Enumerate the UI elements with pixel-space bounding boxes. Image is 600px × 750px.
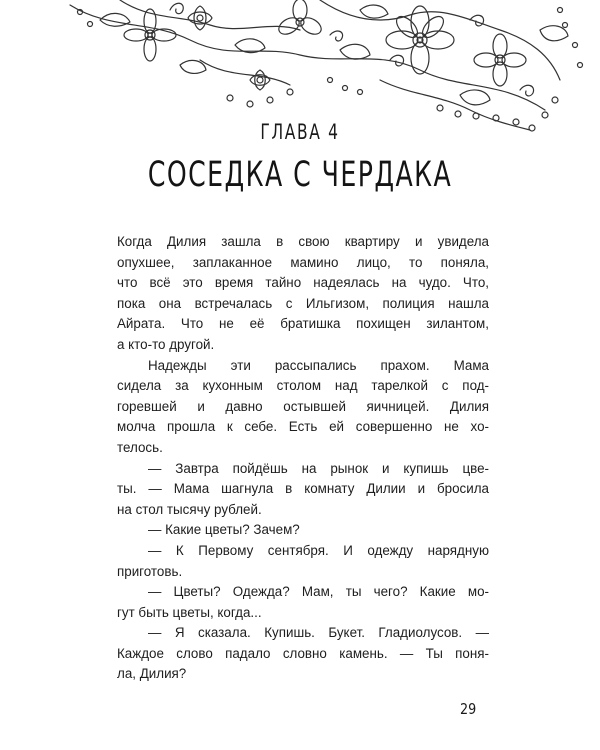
text-line: Каждое слово падало словно камень. — Ты поня- — [117, 645, 489, 661]
text-line: — Завтра пойдёшь на рынок и купишь цве- — [148, 460, 489, 476]
text-line: — Цветы? Одежда? Мам, ты чего? Какие мо- — [148, 584, 489, 600]
text-line: молча прошла к себе. Есть ей совершенно не хо- — [117, 419, 489, 435]
text-line: опухшее, заплаканное мамино лицо, то поняла, — [117, 254, 489, 270]
chapter-title: СОСЕДКА С ЧЕРДАКА — [147, 155, 453, 195]
chapter-body-text — [117, 232, 489, 685]
text-line: телось. — [117, 439, 163, 455]
chapter-label: ГЛАВА 4 — [260, 120, 340, 144]
page-number: 29 — [460, 700, 477, 718]
text-line: ты. — Мама шагнула в комнату Дилии и бросила — [117, 481, 489, 497]
text-line: пока она встречалась с Ильгизом, полиция нашла — [117, 295, 489, 311]
text-line: — К Первому сентября. И одежду нарядную — [148, 542, 489, 558]
floral-ornament-icon — [0, 0, 600, 140]
text-line: сидела за кухонным столом над тарелкой с под- — [117, 378, 489, 394]
text-line: — Я сказала. Купишь. Букет. Гладиолусов. — — [148, 625, 489, 641]
text-line: а кто-то другой. — [117, 336, 215, 352]
text-line: на стол тысячу рублей. — [117, 501, 262, 517]
text-line: горевшей и давно остывшей яичницей. Дилия — [117, 398, 489, 414]
text-line: ла, Дилия? — [117, 666, 187, 682]
text-line: гут быть цветы, когда... — [117, 604, 262, 620]
text-line: Надежды эти рассыпались прахом. Мама — [148, 357, 489, 373]
text-line: Айрата. Что не её братишка похищен зилантом, — [117, 316, 489, 332]
text-line: что всё это время тайно надеялась на чудо. Что, — [117, 275, 489, 291]
text-line: приготовь. — [117, 563, 183, 579]
text-line: — Какие цветы? Зачем? — [148, 522, 300, 538]
text-line: Когда Дилия зашла в свою квартиру и увидела — [117, 234, 489, 249]
